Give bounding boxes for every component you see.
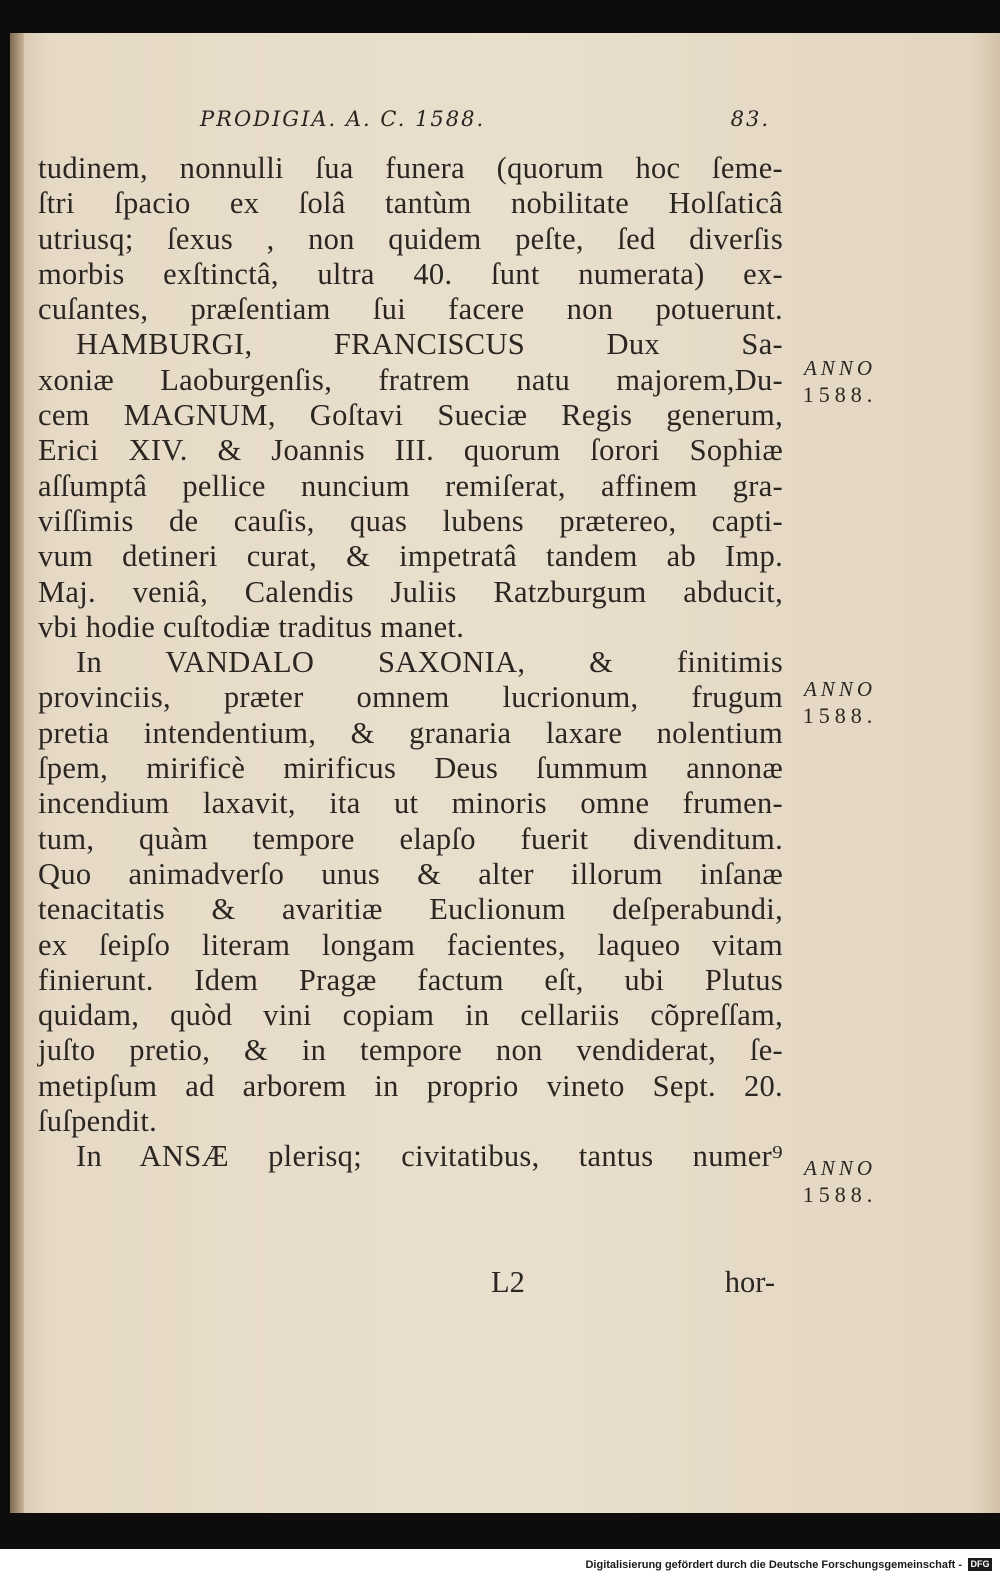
- margin-note-word: ANNO: [803, 677, 876, 701]
- margin-note-anno-1: [790, 355, 890, 409]
- signature-mark: L2: [491, 1265, 525, 1299]
- funding-credit: Digitalisierung gefördert durch die Deutsche Forschungsgemeinschaft -: [585, 1559, 962, 1571]
- margin-note-year: 1588.: [802, 382, 878, 407]
- margin-note-year: 1588.: [802, 1182, 878, 1207]
- text-line: xoniæ Laoburgenſis, fratrem natu majorem,Du-: [38, 362, 783, 397]
- text-line: vum detineri curat, & impetratâ tandem ab Imp.: [38, 539, 783, 574]
- text-line: ſtri ſpacio ex ſolâ tantùm nobilitate Holſaticâ: [38, 186, 783, 221]
- text-line: In ANSÆ plerisq; civitatibus, tantus numer⁹: [76, 1139, 783, 1174]
- text-line: Erici XIV. & Joannis III. quorum ſorori Sophiæ: [38, 433, 783, 468]
- book-page: [10, 33, 1000, 1513]
- dfg-logo: DFG: [968, 1558, 992, 1571]
- text-line: Quo animadverſo unus & alter illorum inſanæ: [38, 856, 783, 891]
- text-line: aſſumptâ pellice nuncium remiſerat, affinem gra-: [38, 468, 783, 503]
- text-line: cem MAGNUM, Goſtavi Sueciæ Regis generum,: [38, 398, 783, 433]
- text-line: cuſantes, præſentiam ſui facere non potuerunt.: [38, 292, 783, 327]
- text-line: tenacitatis & avaritiæ Euclionum deſperabundi,: [38, 892, 783, 927]
- text-line: provinciis, præter omnem lucrionum, frugum: [38, 680, 783, 715]
- text-line: pretia intendentium, & granaria laxare nolentium: [38, 715, 783, 750]
- page-number: 83.: [730, 107, 770, 131]
- running-head: [200, 107, 770, 137]
- text-line: HAMBURGI, FRANCISCUS Dux Sa-: [76, 327, 783, 362]
- text-line: morbis exſtinctâ, ultra 40. ſunt numerata) ex-: [38, 256, 783, 291]
- text-line: tum, quàm tempore elapſo fuerit divenditum.: [38, 821, 783, 856]
- text-line: metipſum ad arborem in proprio vineto Sept. 20.: [38, 1068, 783, 1103]
- text-line: quidam, quòd vini copiam in cellariis cõpreſſam,: [38, 998, 783, 1033]
- running-head-title: PRODIGIA. A. C. 1588.: [200, 107, 486, 131]
- text-line: ex ſeipſo literam longam facientes, laqueo vitam: [38, 927, 783, 962]
- digitization-footer: [0, 1549, 1000, 1584]
- margin-note-anno-3: [790, 1155, 890, 1209]
- text-line: ſpem, mirificè mirificus Deus ſummum annonæ: [38, 751, 783, 786]
- margin-note-word: ANNO: [803, 1156, 876, 1180]
- text-line: tudinem, nonnulli ſua funera (quorum hoc ſeme-: [38, 151, 783, 185]
- text-line: vbi hodie cuſtodiæ traditus manet.: [38, 609, 465, 644]
- text-line: Maj. veniâ, Calendis Juliis Ratzburgum abducit,: [38, 574, 783, 609]
- margin-note-year: 1588.: [802, 703, 878, 728]
- signature-line: [38, 1265, 783, 1301]
- page-gutter: [10, 33, 24, 1513]
- catchword: hor-: [724, 1265, 775, 1299]
- text-line: incendium laxavit, ita ut minoris omne frumen-: [38, 786, 783, 821]
- text-line: utriusq; ſexus , non quidem peſte, ſed diverſis: [38, 221, 783, 256]
- text-line: finierunt. Idem Pragæ factum eſt, ubi Plutus: [38, 962, 783, 997]
- scan-top-border: [0, 0, 1000, 32]
- text-line: ſuſpendit.: [38, 1104, 158, 1139]
- text-line: viſſimis de cauſis, quas lubens prætereo, capti-: [38, 503, 783, 538]
- body-text: [38, 151, 783, 1175]
- text-line: juſto pretio, & in tempore non vendiderat, ſe-: [38, 1033, 783, 1068]
- text-line: In VANDALO SAXONIA, & finitimis: [76, 645, 783, 680]
- margin-note-anno-2: [790, 676, 890, 730]
- margin-note-word: ANNO: [803, 356, 876, 380]
